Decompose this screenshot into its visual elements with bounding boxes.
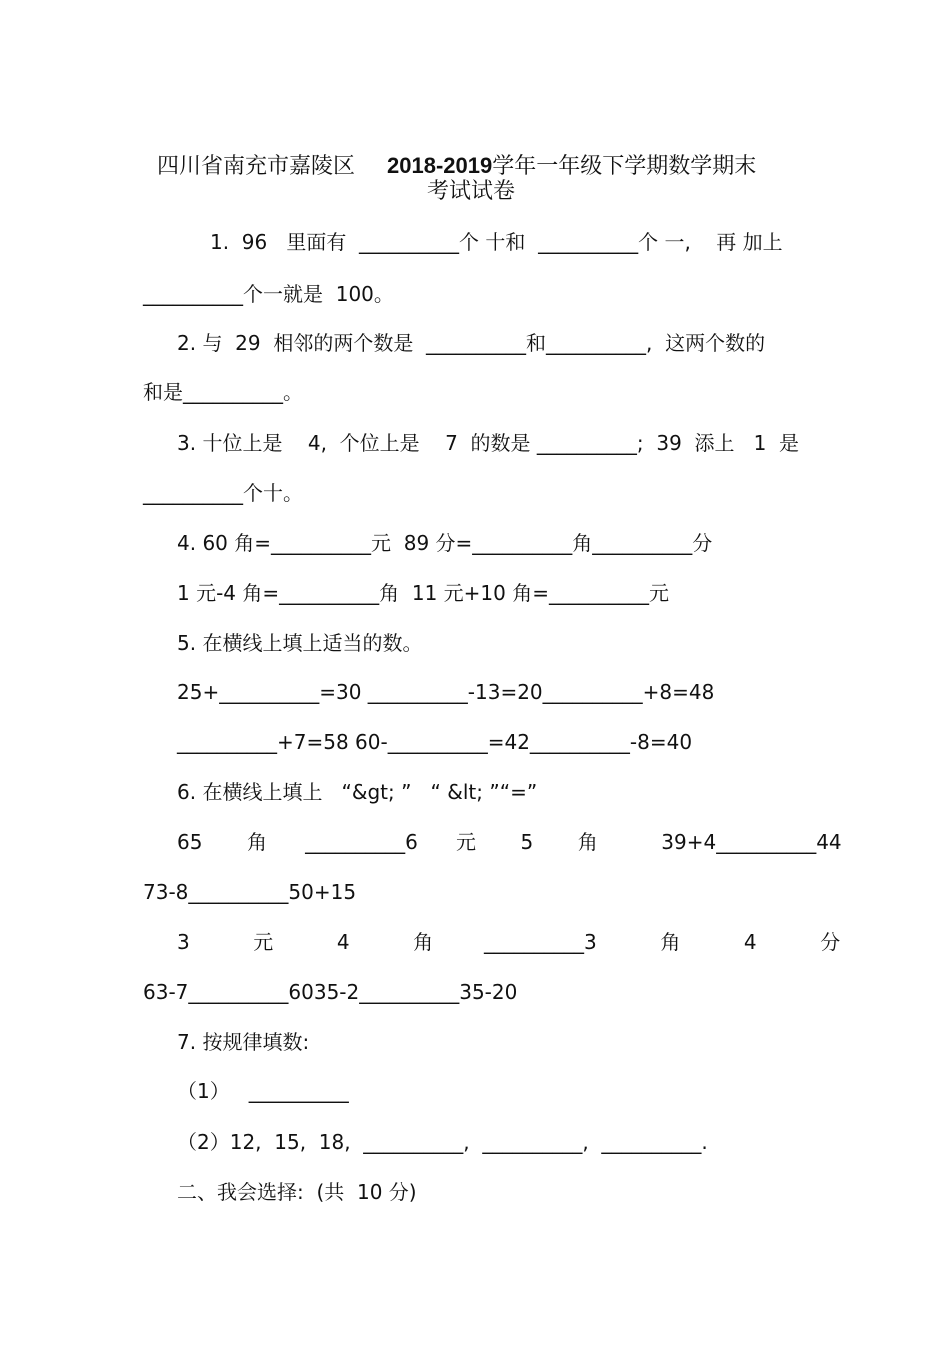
q5-line1: 25+__________=30 __________-13=20__________+8=48 xyxy=(177,680,715,704)
exam-title-line1 xyxy=(143,130,756,179)
q5-heading: 5. 在横线上填上适当的数。 xyxy=(177,631,423,655)
q6-line2: 73-8__________50+15 xyxy=(143,880,357,904)
q1-line1: 1. 96 里面有 __________个 十和 __________个 一, 再 加上 xyxy=(210,230,783,254)
title-suffix: 学年一年级下学期数学期末 xyxy=(492,154,757,179)
q2-line1: 2. 与 29 相邻的两个数是 __________和__________, 这两个数的 xyxy=(177,331,766,355)
title-prefix: 四川省南充市嘉陵区 xyxy=(157,154,356,179)
q5-line2: __________+7=58 60-__________=42__________-8=40 xyxy=(177,730,693,754)
q6-line3: 3 元 4 角 __________3 角 4 分 xyxy=(177,930,841,954)
q3-line2: __________个十。 xyxy=(143,481,303,505)
q1-line2: __________个一就是 100。 xyxy=(143,282,394,306)
exam-title-line2: 考试试卷 xyxy=(427,179,516,204)
q7-heading: 7. 按规律填数: xyxy=(177,1030,310,1054)
q6-line1: 65 角 __________6 元 5 角 39+4__________44 xyxy=(177,830,842,854)
q3-line1: 3. 十位上是 4, 个位上是 7 的数是 __________; 39 添上 1 是 xyxy=(177,431,800,455)
q7-item2: （2）12, 15, 18, __________, __________, __________. xyxy=(177,1130,708,1154)
q2-line2: 和是__________。 xyxy=(143,380,303,404)
q4-line1: 4. 60 角=__________元 89 分=__________角__________分 xyxy=(177,531,713,555)
q6-line4: 63-7__________6035-2__________35-20 xyxy=(143,980,518,1004)
q4-line2: 1 元-4 角=__________角 11 元+10 角=__________元 xyxy=(177,581,669,605)
section2-heading: 二、我会选择: (共 10 分) xyxy=(177,1180,417,1204)
q7-item1: （1） __________ xyxy=(177,1079,349,1103)
q6-heading: 6. 在横线上填上 “&gt; ” “ &lt; ”“=” xyxy=(177,780,538,804)
title-year: 2018-2019 xyxy=(387,153,493,178)
